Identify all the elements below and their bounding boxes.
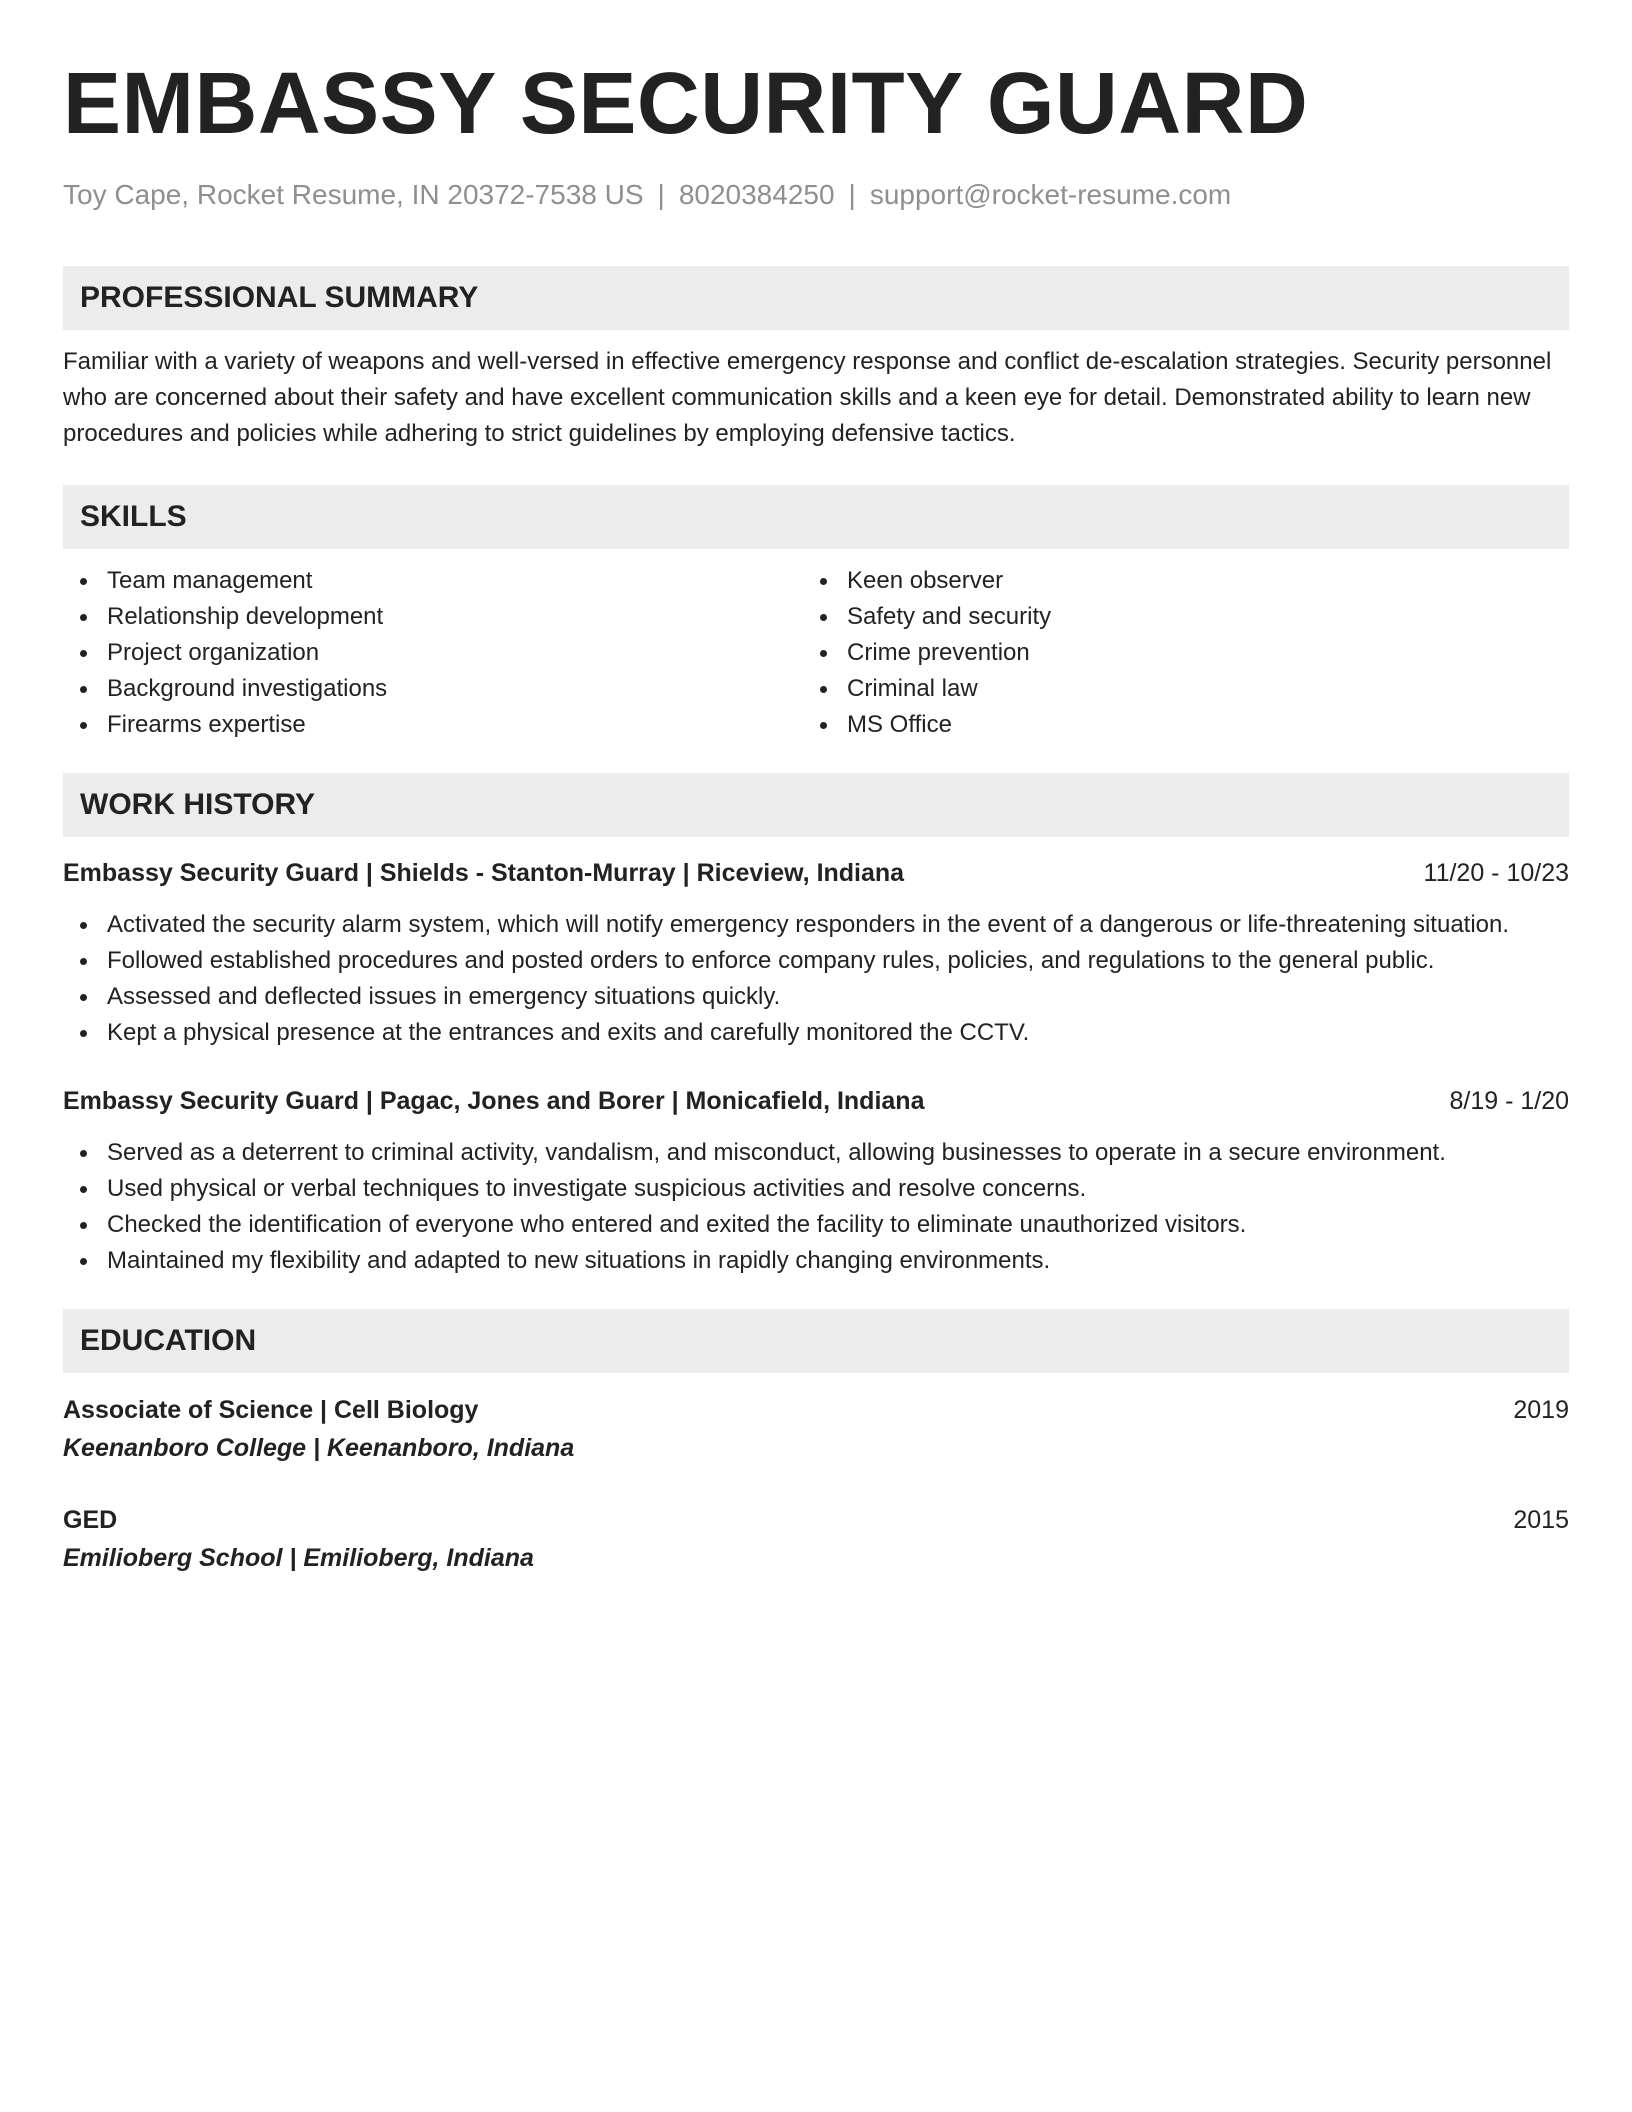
skill-item: Background investigations — [63, 671, 803, 707]
education-year: 2015 — [1513, 1506, 1569, 1534]
skill-item: Project organization — [63, 635, 803, 671]
education-degree: Associate of Science | Cell Biology — [63, 1396, 479, 1424]
education-school: Keenanboro College | Keenanboro, Indiana — [63, 1434, 575, 1462]
skill-item: Criminal law — [803, 671, 1569, 707]
education-school: Emilioberg School | Emilioberg, Indiana — [63, 1544, 534, 1572]
candidate-name: EMBASSY SECURITY GUARD — [63, 55, 1309, 152]
contact-separator: | — [848, 179, 856, 210]
education-year: 2019 — [1513, 1396, 1569, 1424]
skill-item: Firearms expertise — [63, 707, 803, 743]
job-bullet: Maintained my flexibility and adapted to new situations in rapidly changing environments. — [63, 1243, 1569, 1279]
job-bullet: Used physical or verbal techniques to investigate suspicious activities and resolve concerns. — [63, 1171, 1569, 1207]
job-bullet: Assessed and deflected issues in emergency situations quickly. — [63, 979, 1569, 1015]
skill-item: Keen observer — [803, 563, 1569, 599]
job-bullet: Kept a physical presence at the entrances and exits and carefully monitored the CCTV. — [63, 1015, 1569, 1051]
education-entry — [63, 1501, 1569, 1577]
job-title: Embassy Security Guard | Pagac, Jones and Borer | Monicafield, Indiana — [63, 1087, 925, 1115]
contact-address: Toy Cape, Rocket Resume, IN 20372-7538 US — [63, 179, 644, 210]
skill-item: Crime prevention — [803, 635, 1569, 671]
section-header-education: EDUCATION — [63, 1309, 1569, 1373]
job-dates: 8/19 - 1/20 — [1449, 1087, 1569, 1115]
contact-separator: | — [657, 179, 665, 210]
skill-item: Safety and security — [803, 599, 1569, 635]
job-heading-row — [63, 855, 1569, 891]
contact-email: support@rocket-resume.com — [869, 179, 1232, 210]
education-entry — [63, 1391, 1569, 1467]
education-heading-row — [63, 1501, 1569, 1539]
job-bullet: Served as a deterrent to criminal activity, vandalism, and misconduct, allowing businesses to operate in a secure environment. — [63, 1135, 1569, 1171]
job-title: Embassy Security Guard | Shields - Stanton-Murray | Riceview, Indiana — [63, 859, 905, 887]
education-heading-row — [63, 1391, 1569, 1429]
job-heading-row — [63, 1083, 1569, 1119]
contact-phone: 8020384250 — [678, 179, 835, 210]
contact-line — [63, 178, 1569, 212]
job-bullet: Activated the security alarm system, which will notify emergency responders in the event of a dangerous or life-threatening situation. — [63, 907, 1569, 943]
job-bullets — [63, 1135, 1569, 1279]
section-header-summary: PROFESSIONAL SUMMARY — [63, 266, 1569, 330]
job-bullets — [63, 907, 1569, 1051]
job-entry — [63, 1083, 1569, 1279]
section-header-skills: SKILLS — [63, 485, 1569, 549]
skill-item: MS Office — [803, 707, 1569, 743]
skills-list-right — [803, 563, 1569, 743]
skill-item: Team management — [63, 563, 803, 599]
job-bullet: Checked the identification of everyone who entered and exited the facility to eliminate unauthorized visitors. — [63, 1207, 1569, 1243]
skills-list-left — [63, 563, 803, 743]
skills-grid — [63, 563, 1569, 743]
job-bullet: Followed established procedures and posted orders to enforce company rules, policies, and regulations to the general public. — [63, 943, 1569, 979]
summary-text: Familiar with a variety of weapons and well-versed in effective emergency response and conflict de-escalation strategies. Security personnel who are concerned about their safety and have excellent communication skills and a keen eye for detail. Demonstrated ability to learn new procedures and policies while adhering to strict guidelines by employing defensive tactics. — [63, 348, 1552, 447]
education-degree: GED — [63, 1506, 118, 1534]
job-entry — [63, 855, 1569, 1051]
section-header-work-history: WORK HISTORY — [63, 773, 1569, 837]
job-dates: 11/20 - 10/23 — [1423, 859, 1569, 887]
skill-item: Relationship development — [63, 599, 803, 635]
